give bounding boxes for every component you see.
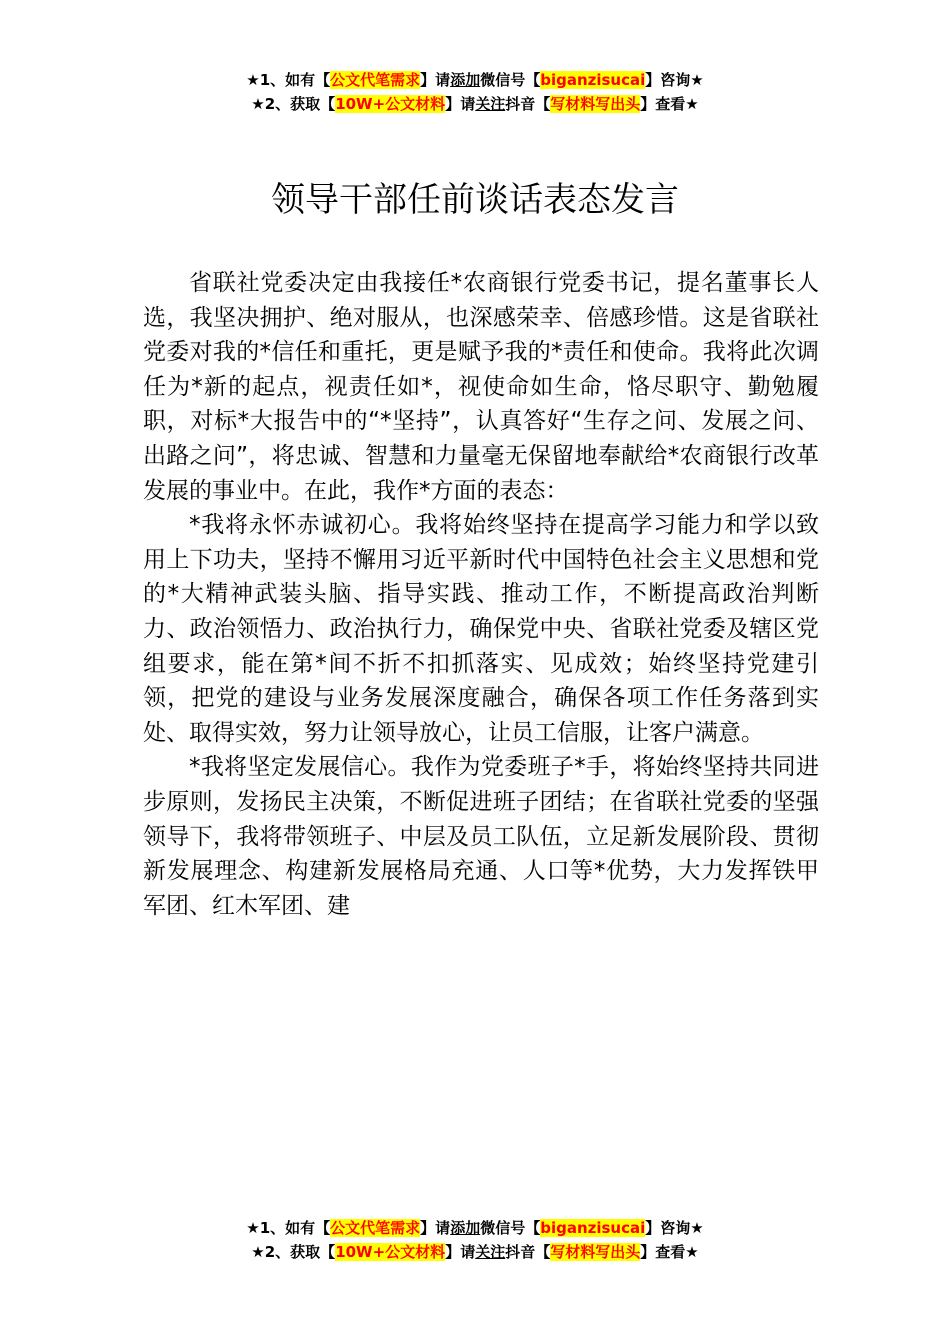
banner-highlight: 公文代笔需求 — [330, 1219, 421, 1237]
banner-text: 】咨询★ — [645, 71, 704, 89]
banner-text: 】查看★ — [640, 1243, 699, 1261]
banner-underline: 关注 — [475, 95, 506, 113]
banner-text: 微信号【 — [480, 71, 541, 89]
banner-highlight: biganzisucai — [540, 1219, 646, 1237]
banner-underline: 添加 — [450, 1219, 481, 1237]
banner-highlight: 公文代笔需求 — [330, 71, 421, 89]
paragraph-3: *我将坚定发展信心。我作为党委班子*手，将始终坚持共同进步原则，发扬民主决策，不断促进班子团结；在省联社党委的坚强领导下，我将带领班子、中层及员工队伍，立足新发展阶段、贯彻新发展理念、构建新发展格局充通、人口等*优势，大力发挥铁甲军团、红木军团、建 — [143, 754, 819, 919]
banner-text: ★2、获取【 — [251, 1243, 336, 1261]
banner-text: 】请 — [420, 71, 451, 89]
banner-highlight: biganzisucai — [540, 71, 646, 89]
top-banner — [0, 68, 950, 116]
banner-line-1 — [0, 68, 950, 92]
banner-highlight: 写材料写出头 — [550, 1243, 641, 1261]
banner-highlight: 10W+公文材料 — [335, 95, 446, 113]
banner-text: 】请 — [445, 1243, 476, 1261]
banner-text: 】请 — [420, 1219, 451, 1237]
banner-text: 抖音【 — [505, 95, 551, 113]
banner-text: 】查看★ — [640, 95, 699, 113]
banner-text: ★1、如有【 — [246, 71, 331, 89]
banner-highlight: 写材料写出头 — [550, 95, 641, 113]
paragraph-2: *我将永怀赤诚初心。我将始终坚持在提高学习能力和学以致用上下功夫，坚持不懈用习近平新时代中国特色社会主义思想和党的*大精神武装头脑、指导实践、推动工作，不断提高政治判断力、政治领悟力、政治执行力，确保党中央、省联社党委及辖区党组要求，能在第*间不折不扣抓落实、见成效；始终坚持党建引领，把党的建设与业务发展深度融合，确保各项工作任务落到实处、取得实效，努力让领导放心，让员工信服，让客户满意。 — [143, 512, 819, 746]
banner-text: 抖音【 — [505, 1243, 551, 1261]
banner-text: ★1、如有【 — [246, 1219, 331, 1237]
bottom-banner — [0, 1216, 950, 1264]
banner-line-1 — [0, 1216, 950, 1240]
banner-highlight: 10W+公文材料 — [335, 1243, 446, 1261]
banner-line-2 — [0, 1240, 950, 1264]
banner-text: 】请 — [445, 95, 476, 113]
banner-text: 微信号【 — [480, 1219, 541, 1237]
banner-line-2 — [0, 92, 950, 116]
document-title: 领导干部任前谈话表态发言 — [271, 180, 679, 220]
banner-underline: 添加 — [450, 71, 481, 89]
banner-text: ★2、获取【 — [251, 95, 336, 113]
document-body — [143, 266, 819, 923]
banner-text: 】咨询★ — [645, 1219, 704, 1237]
paragraph-1: 省联社党委决定由我接任*农商银行党委书记，提名董事长人选，我坚决拥护、绝对服从，也深感荣幸、倍感珍惜。这是省联社党委对我的*信任和重托，更是赋予我的*责任和使命。我将此次调任为*新的起点，视责任如*，视使命如生命，恪尽职守、勤勉履职，对标*大报告中的“*坚持”，认真答好“生存之问、发展之问、出路之问”，将忠诚、智慧和力量毫无保留地奉献给*农商银行改革发展的事业中。在此，我作*方面的表态： — [143, 270, 819, 504]
banner-underline: 关注 — [475, 1243, 506, 1261]
